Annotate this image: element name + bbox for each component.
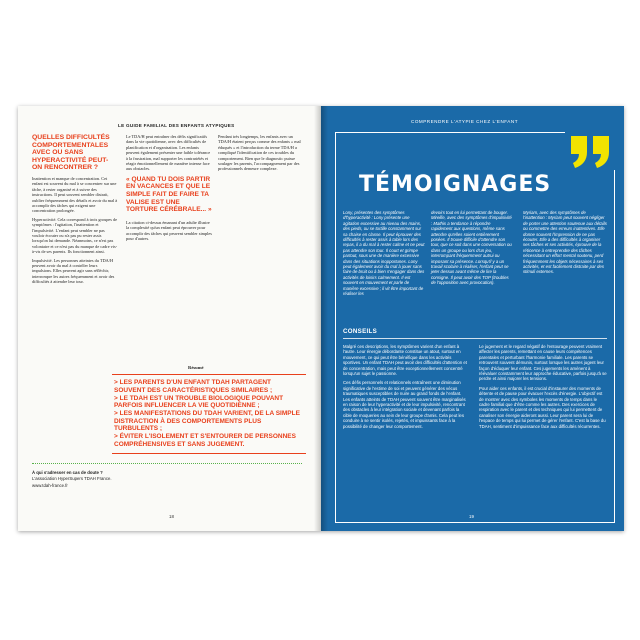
testimony-lony: Lony, présentes des symptômes d'hyperactivité : Lony présente une agitation excessive au niveau des mains, des pieds, ou se tortille constamment sur sa chaise en classe. Il peut éprouver des difficultés à rester assis à table lors des repas, il a du mal à rester calme et ne peut pas attendre son tour. Il court et grimpe partout, sous une de manière excessive dans des situations inopportunes. Lony peut également avoir du mal à jouer sans faire de bruit ou à bien s'engager dans des activités de loisirs calmement. Il est souvent en mouvement et parle de manière excessive ; il vit être important de réaliser les <box>343 210 425 297</box>
summary-box <box>112 374 306 454</box>
paragraph-impulsivite: Impulsivité. Les personnes atteintes du TDA/H peuvent avoir du mal à contrôler leurs impulsions. Elles peuvent agir sans réfléchir, interrompre les autres fréquemment et avoir des difficultés à attendre leur tour. <box>32 257 115 285</box>
running-head: COMPRENDRE L'ATYPIE CHEZ L'ENFANT <box>411 119 518 124</box>
dotted-divider <box>32 463 302 464</box>
quote-mark-icon <box>565 132 615 170</box>
testimony-myriam: Myriam, avec des symptômes de l'inattention : Myriam peut souvent négliger de porter une attention soutenue aux détails ou commettre des erreurs inattentives. Elle donne souvent l'impression de ne pas écouter. Elle a des difficultés à organiser ses tâches et ses activités, éprouve de la réticence à entreprendre des tâches nécessitant un effort mental soutenu, perd fréquemment les objets nécessaires à ses activités, et est facilement distraite par des stimuli externes. <box>523 210 607 275</box>
contact-association: L'association HyperSupers TDAH France. <box>32 476 112 482</box>
paragraph-inattention: Inattention et manque de concentration. Cet enfant est souvent du mal à se concentrer sur une tâche, à rester organisé et à suivre des instructions. Il peut souvent sembler distrait, oublier fréquemment des détails et avoir du mal à accomplir des tâches qui exigent une concentration prolongée. <box>32 175 118 214</box>
paragraph-citation: La citation ci-dessus émanant d'un adulte illustre la complexité qu'un enfant peut éprouver pour accomplir des tâches qui peuvent sembler simples pour d'autres. <box>126 219 212 242</box>
contact-question: À qui s'adresser en cas de doute ? <box>32 470 103 475</box>
book-spread <box>18 106 624 531</box>
summary-item: > LE TDAH EST UN TROUBLE BIOLOGIQUE POUVANT PARFOIS INFLUENCER LA VIE QUOTIDIENNE ; <box>114 394 284 409</box>
paragraph-perception: Pendant très longtemps, les enfants avec un TDA/H étaient perçus comme des enfants « mal éduqués » et l'introduction du terme TDA/H a compliqué l'identification de ces troubles du comportement. Bien que le diagnostic puisse soulager les parents, l'accompagnement par des professionnels demeure complexe. <box>218 134 301 172</box>
paragraph-hyperactivite: Hyperactivité. Cela correspond à trois groupes de symptômes : l'agitation, l'inattention et l'impulsivité. L'enfant peut sembler ne pas vouloir écouter ou n'a pas pu rester assis lorsqu'on lui demande. Néanmoins, ce n'est pas volontaire et ce n'est pas du manque de cadre vis-à-vis de ses parents. Ils fonctionnent ainsi. <box>32 216 118 255</box>
summary-item: > LES PARENTS D'UN ENFANT TDAH PARTAGENT SOUVENT DES CARACTÉRISTIQUES SIMILAIRES ; <box>114 379 273 394</box>
left-page <box>18 106 321 531</box>
advice-divider <box>343 338 607 339</box>
contact-website[interactable]: www.tdah-france.fr <box>32 482 68 488</box>
summary-item: > ÉVITER L'ISOLEMENT ET S'ENTOURER DE PERSONNES COMPRÉHENSIVES ET SANS JUGEMENT. <box>114 433 296 448</box>
summary-item: > LES MANIFESTATIONS DU TDAH VARIENT, DE LA SIMPLE DISTRACTION À DES COMPORTEMENTS PLUS TURBULENTS ; <box>114 410 300 432</box>
advice-title: CONSEILS <box>343 328 378 335</box>
advice-column-1 <box>343 344 469 433</box>
section-title: QUELLES DIFFICULTÉS COMPORTEMENTALES AVEC OU SANS HYPERACTIVITÉ PEUT-ON RENCONTRER ? <box>32 134 110 172</box>
column-1 <box>32 134 118 288</box>
right-page <box>321 106 624 531</box>
advice-paragraph: Pour aider ces enfants, il est crucial d'instaurer des moments de détente et de pause pour évacuer l'excès d'énergie. L'objectif est de montrer avec des symboles les moments de temps dans le cadre familial que d'être comme les autres. Des exercices de respiration avec le parent et des techniques qui lui permettent de canaliser son énergie aideront aussi. Leur parent sera lui de l'espace de temps qui lui permet de gérer l'enfant. C'est la base du TDAH, sentiment d'impuissance face aux difficultés récurrentes. <box>479 385 606 429</box>
advice-column-2 <box>479 344 607 433</box>
page-number: 19 <box>469 514 474 519</box>
advice-paragraph: Ces défis personnels et relationnels entraînent une diminution significative de l'estime de soi et peuvent générer des vécus traumatiques susceptibles de nuire au grand fonds de l'enfant. Les enfants atteints de TDAH peuvent souvent être marginalisés en raison de leur hyperactivité et de leur impulsivité, rencontrant des obstacles à leur intégration sociale et devenant parfois la cible de moqueries au sein de leur groupe d'amis. Cela peut les conduire à se sentir isolés, rejetés, et impuissants face à la possibilité de changer leur comportement. <box>343 380 466 429</box>
paragraph-defis: Le TDA/H peut entraîner des défis significatifs dans la vie quotidienne, avec des difficultés de planification et d'organisation. Les enfants peuvent également présenter une faible tolérance à la frustration, mal supporter les contrariétés et réagir émotionnellement de manière intense face aux obstacles. <box>126 134 211 172</box>
running-head: LE GUIDE FAMILIAL DES ENFANTS ATYPIQUES <box>118 123 235 128</box>
testimony-mathis: devoirs tout en lui permettant de bouger. Mireille, avec des symptômes d'impulsivité : Mathis a tendance à répondre rapidement aux questions, même sans attendre qu'elles soient entièrement posées. Il trouve difficile d'attendre son tour, que ce soit dans une conversation ou dans un groupe ou lors d'un jeu, interrompant fréquemment autrui ou imposant sa présence. Lorsqu'il y a un travail scolaire à réaliser, l'enfant peut se jeter dessus avant même de lire la consigne. Il peut avoir des TOP (troubles de l'opposition avec provocation). <box>431 210 512 286</box>
advice-paragraph: Malgré ces descriptions, les symptômes varient d'un enfant à l'autre. Leur énergie débordante constitue un atout, surtout en mouvement, ce qui peut être bénéfique dans les activités sportives. Un enfant TDAH peut avoir des difficultés d'attention et de concentration, mais peut être exceptionnellement concentré lorsqu'un sujet le passionne. <box>343 344 467 377</box>
page-title: TÉMOIGNAGES <box>359 172 552 197</box>
advice-paragraph: Le jugement et le regard négatif de l'entourage peuvent vraiment affecter les parents, remettant en cause leurs compétences parentales et perturbant l'harmonie familiale. Les parents se retrouvent souvent démunis, surtout lorsque les autres jugent leur façon d'éduquer leur enfant. Ces jugements les amènent à réévaluer constamment leur approche éducative, parfois jusqu'à se perdre et ainsi majorer les tensions. <box>479 344 607 382</box>
book-gutter <box>314 106 328 531</box>
pull-quote: « QUAND TU DOIS PARTIR EN VACANCES ET QUE LE SIMPLE FAIT DE FAIRE TA VALISE EST UNE TORTURE CÉRÉBRALE... » <box>126 175 212 214</box>
summary-label: Résumé <box>188 365 204 370</box>
page-number: 18 <box>169 514 174 519</box>
contact-block <box>32 470 112 489</box>
column-2 <box>126 134 212 244</box>
column-3 <box>218 134 304 175</box>
